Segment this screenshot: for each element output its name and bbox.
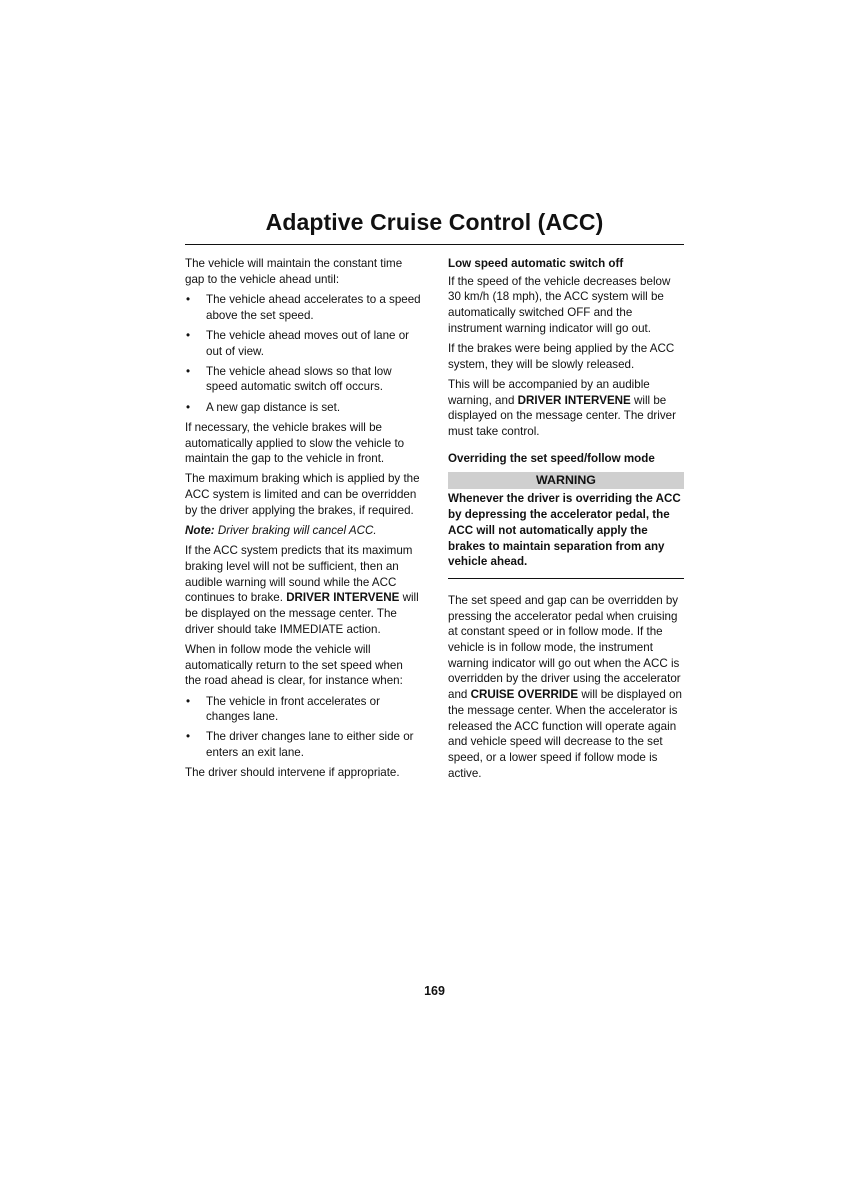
right-column xyxy=(448,256,684,786)
page-title: Adaptive Cruise Control (ACC) xyxy=(265,209,604,235)
left-column xyxy=(185,256,421,786)
audible-paragraph: This will be accompanied by an audible warning, and DRIVER INTERVENE will be displayed on the message center. The driver must take control. xyxy=(448,377,676,439)
driver-intervene-text: DRIVER INTERVENE xyxy=(286,591,400,605)
list-item: A new gap distance is set. xyxy=(206,400,341,414)
predict-paragraph: If the ACC system predicts that its maximum braking level will not be sufficient, then an audible warning will sound while the ACC continues to brake. DRIVER INTERVENE will be displayed on the message center. The driver should take IMMEDIATE action. xyxy=(185,544,419,636)
driver-intervene-text: DRIVER INTERVENE xyxy=(517,393,631,407)
note xyxy=(185,523,421,539)
follow-paragraph: When in follow mode the vehicle will automatically return to the set speed when the road ahead is clear, for instance when: xyxy=(185,642,403,688)
final-paragraph: The driver should intervene if appropriate. xyxy=(185,766,400,780)
override-paragraph: The set speed and gap can be overridden by pressing the accelerator pedal when cruising at constant speed or in follow mode. If the vehicle is in follow mode, the instrument warning indicator will go out when the ACC is overridden by the driver using the accelerator and CRUISE OVERRIDE will be displayed on the message center. When the accelerator is released the ACC function will operate again and vehicle speed will decrease to the set speed, or a lower speed if follow mode is active. xyxy=(448,593,682,780)
list-item: The vehicle in front accelerates or changes lane. xyxy=(206,694,380,724)
list-item: The vehicle ahead moves out of lane or out of view. xyxy=(206,328,410,358)
list-item: The driver changes lane to either side or enters an exit lane. xyxy=(206,730,414,760)
brakes-paragraph: If necessary, the vehicle brakes will be automatically applied to slow the vehicle to maintain the gap to the vehicle in front. xyxy=(185,420,405,466)
warning-text: Whenever the driver is overriding the ACC by depressing the accelerator pedal, the ACC will not automatically apply the brakes to maintain separation from any vehicle ahead. xyxy=(448,491,684,579)
low-speed-heading: Low speed automatic switch off xyxy=(448,257,624,270)
list-item: The vehicle ahead slows so that low speed automatic switch off occurs. xyxy=(206,364,392,394)
intro-paragraph: The vehicle will maintain the constant time gap to the vehicle ahead until: xyxy=(185,257,403,286)
cruise-override-text: CRUISE OVERRIDE xyxy=(470,688,579,702)
warning-header: WARNING xyxy=(448,472,684,489)
note-text: Driver braking will cancel ACC. xyxy=(214,524,377,538)
low-speed-paragraph: If the speed of the vehicle decreases below 30 km/h (18 mph), the ACC system will be automatically switched OFF and the instrument warning indicator will go out. xyxy=(448,274,671,335)
max-braking-paragraph: The maximum braking which is applied by the ACC system is limited and can be overridden by the driver applying the brakes, if required. xyxy=(185,472,420,517)
note-label: Note: xyxy=(185,524,215,538)
brakes-released-paragraph: If the brakes were being applied by the ACC system, they will be slowly released. xyxy=(448,342,675,371)
override-heading: Overriding the set speed/follow mode xyxy=(448,451,655,465)
list-item: The vehicle ahead accelerates to a speed above the set speed. xyxy=(206,292,421,322)
title-rule xyxy=(185,244,684,245)
page-number: 169 xyxy=(424,984,445,998)
